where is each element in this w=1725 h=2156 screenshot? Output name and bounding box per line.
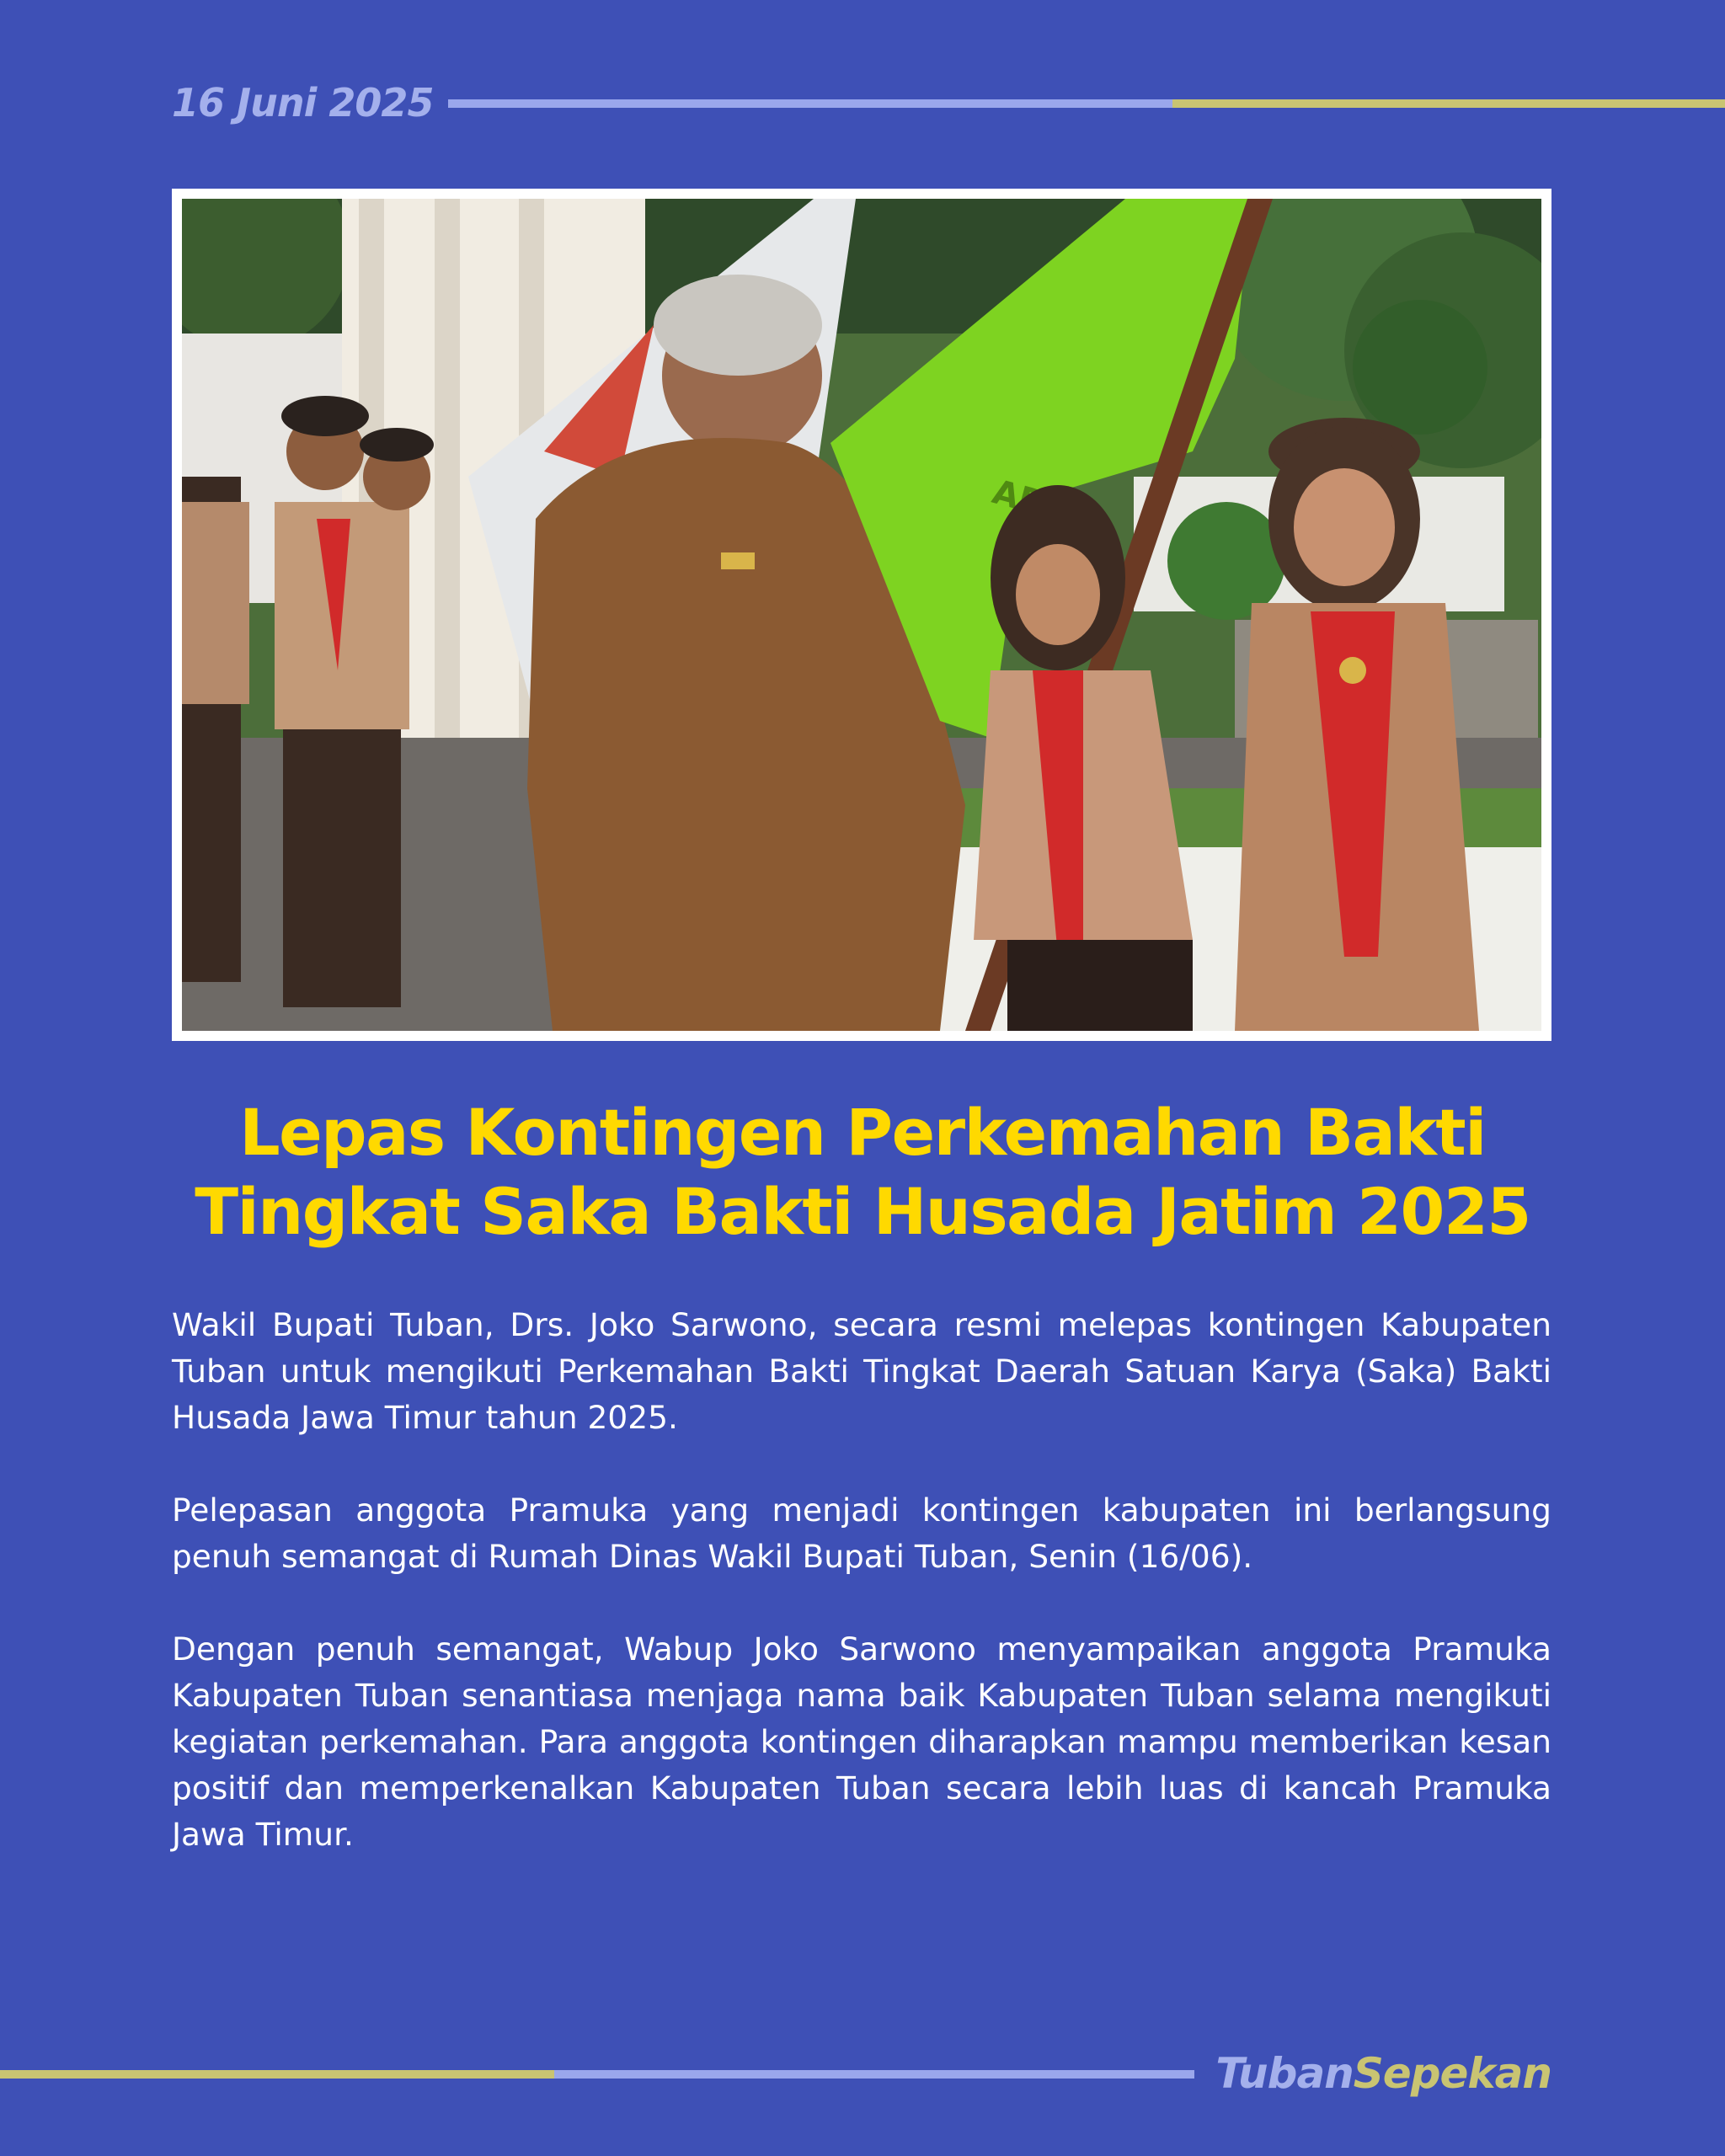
- article-paragraph: Dengan penuh semangat, Wabup Joko Sarwono menyampaikan anggota Pramuka Kabupaten Tuban senantiasa menjaga nama baik Kabupaten Tuban selama mengikuti kegiatan perkemahan. Para anggota kontingen diharapkan mampu memberikan kesan positif dan memperkenalkan Kabupaten Tuban secara lebih luas di kancah Pramuka Jawa Timur.: [172, 1630, 1551, 1853]
- article-title-line1: Lepas Kontingen Perkemahan Bakti: [239, 1095, 1486, 1170]
- article-paragraph: Pelepasan anggota Pramuka yang menjadi kontingen kabupaten ini berlangsung penuh semangat di Rumah Dinas Wakil Bupati Tuban, Senin (16/06).: [172, 1492, 1551, 1575]
- header-divider-blue: [448, 99, 1172, 108]
- footer-divider-gold: [0, 2070, 554, 2079]
- news-photo: [172, 189, 1551, 1041]
- article-body: [172, 1302, 1551, 1904]
- footer-divider-blue: [554, 2070, 1194, 2079]
- post-date: 16 Juni 2025: [172, 80, 434, 125]
- article-title-line2: Tingkat Saka Bakti Husada Jatim 2025: [195, 1174, 1530, 1249]
- brand-logo: [1215, 2047, 1551, 2100]
- brand-name-part1: Tuban: [1215, 2049, 1354, 2098]
- article-title: [101, 1093, 1624, 1251]
- brand-name-part2: Sepekan: [1353, 2049, 1551, 2098]
- article-paragraph: Wakil Bupati Tuban, Drs. Joko Sarwono, secara resmi melepas kontingen Kabupaten Tuban untuk mengikuti Perkemahan Bakti Tingkat Daerah Satuan Karya (Saka) Bakti Husada Jawa Timur tahun 2025.: [172, 1306, 1551, 1436]
- photo-illustration: [182, 199, 1541, 1031]
- header-divider-gold: [1172, 99, 1725, 108]
